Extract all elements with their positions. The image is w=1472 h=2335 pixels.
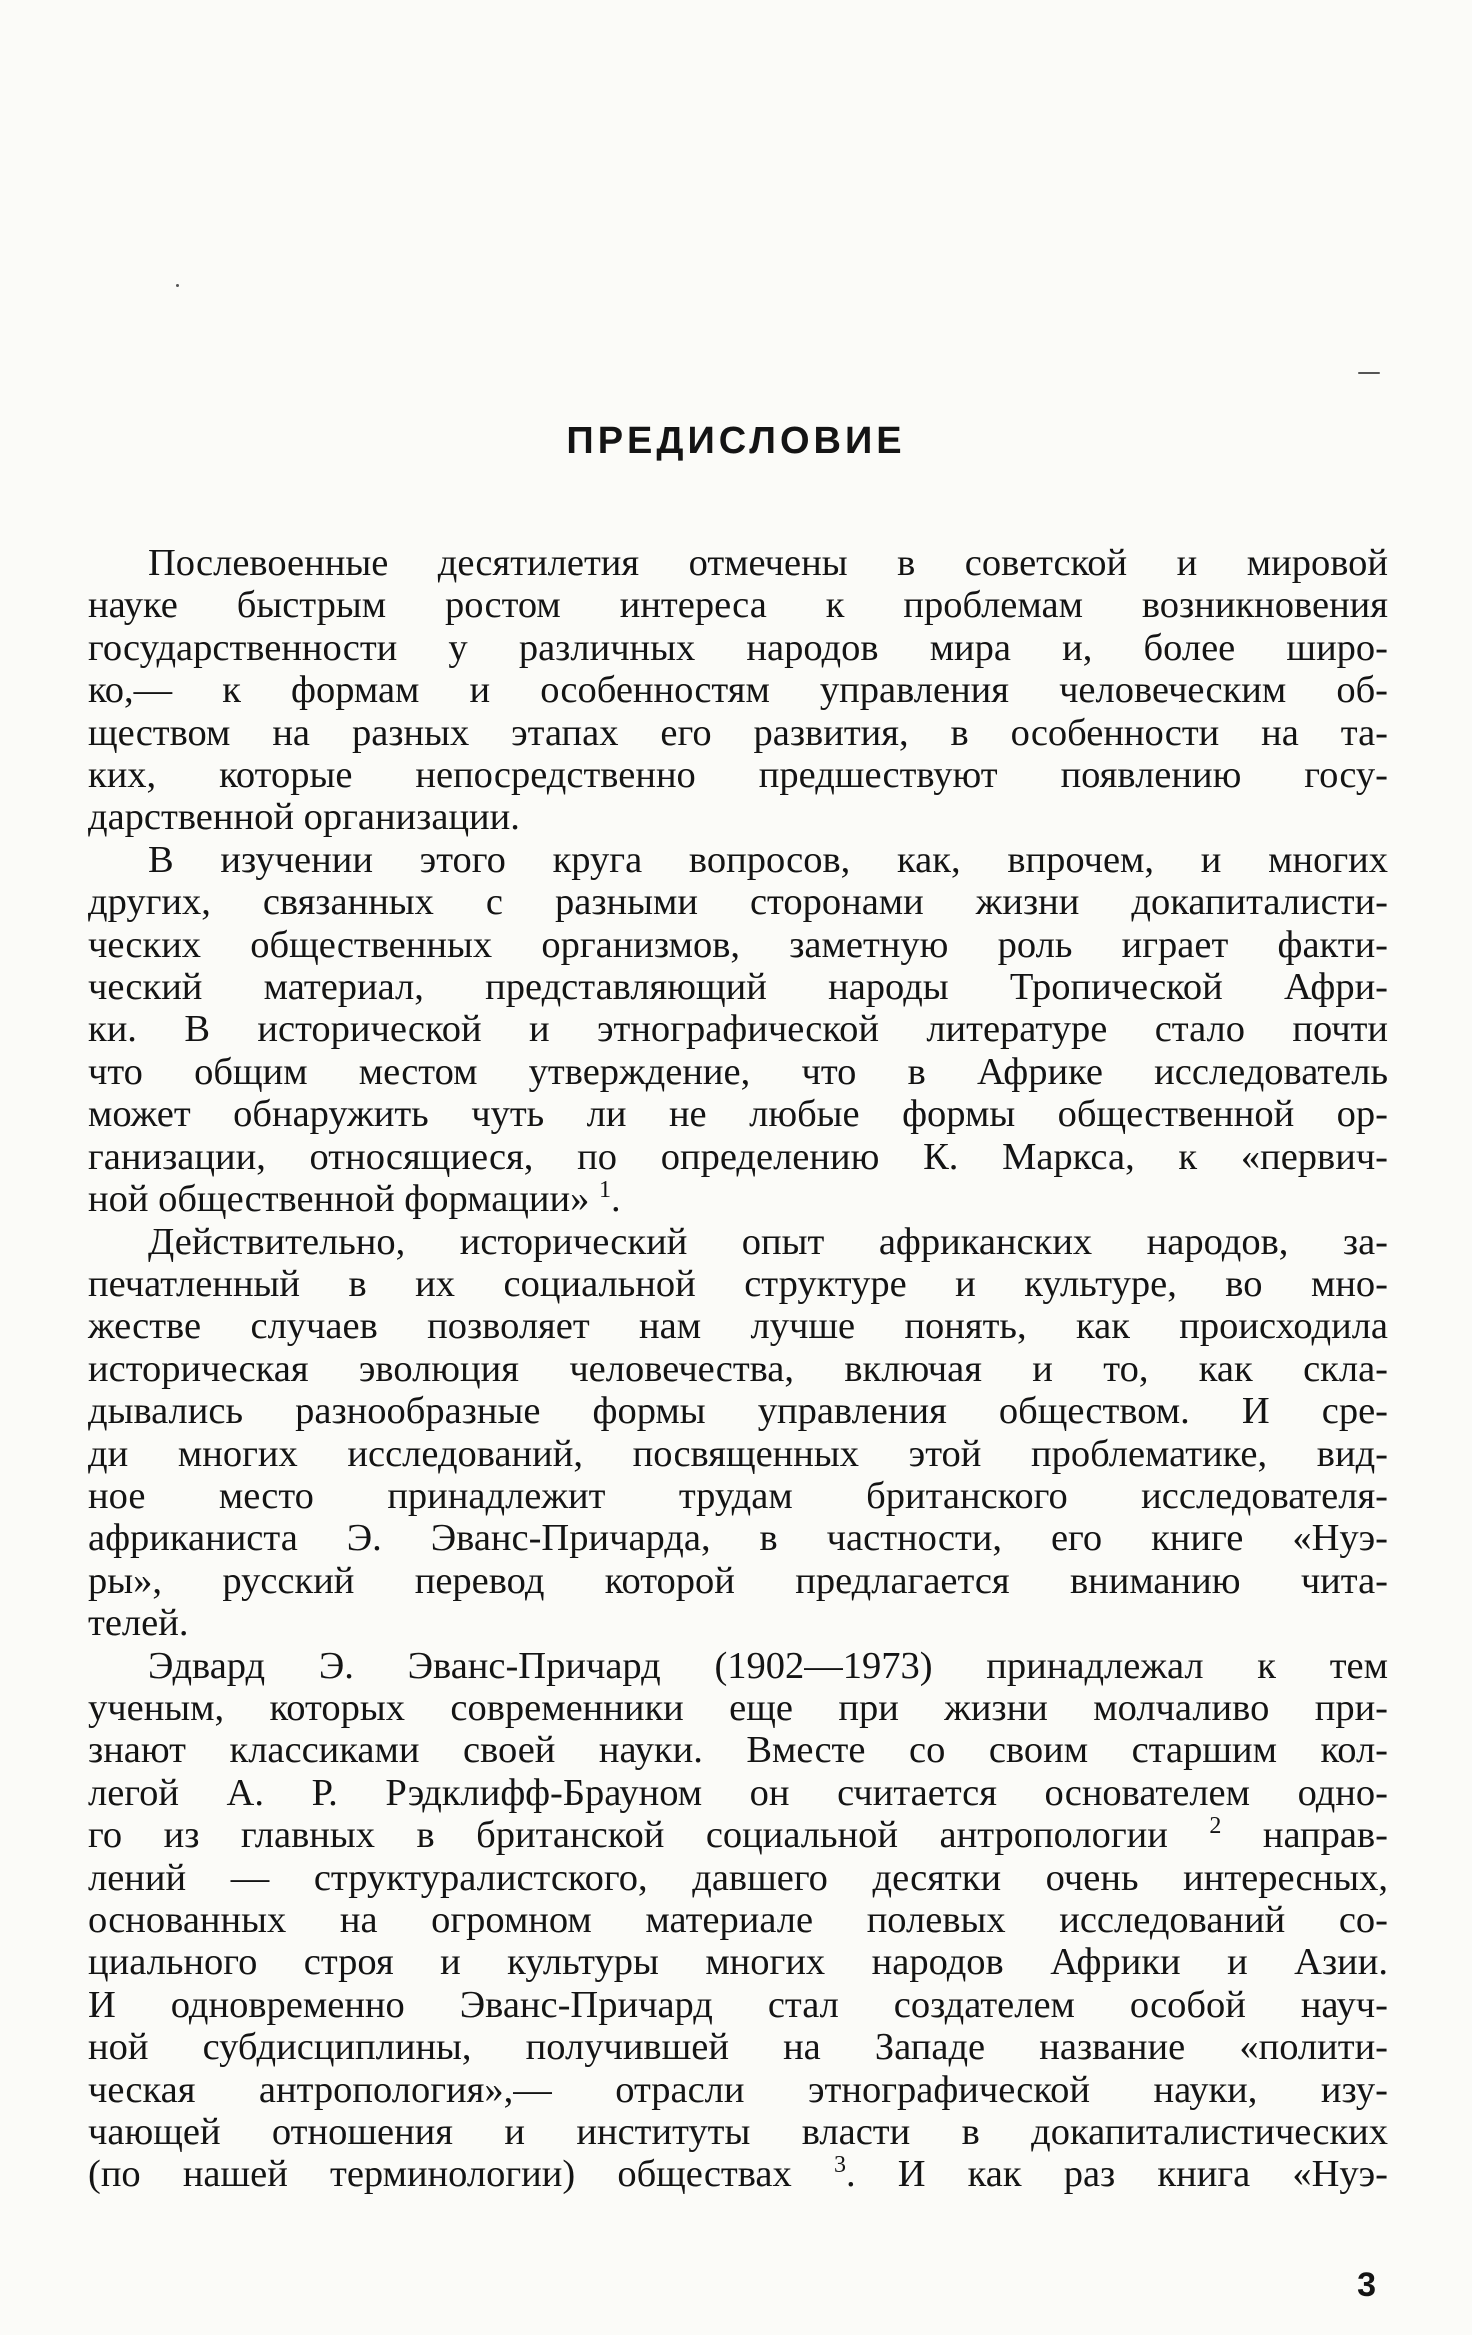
paragraph-1 [88, 542, 1388, 839]
text-line: В изучении этого круга вопросов, как, впрочем, и многих [148, 838, 1388, 881]
main-text [88, 542, 1388, 2196]
text-line: печатленный в их социальной структуре и культуре, во мно- [88, 1262, 1388, 1305]
text-line: ческих общественных организмов, заметную роль играет факти- [88, 923, 1388, 966]
footnote-marker: 3 [833, 2152, 846, 2179]
text-fragment: . И как раз книга «Нуэ- [845, 2153, 1388, 2196]
text-line: ко,— к формам и особенностям управления человеческим об- [88, 669, 1388, 712]
text-line: ществом на разных этапах его развития, в особенности на та- [88, 711, 1388, 754]
text-line: ких, которые непосредственно предшествуют появлению госу- [88, 754, 1388, 797]
text-line: науке быстрым ростом интереса к проблемам возникновения [88, 584, 1388, 627]
text-line [88, 1814, 1388, 1856]
text-fragment: (по нашей терминологии) обществах [88, 2153, 792, 2196]
text-line: жестве случаев позволяет нам лучше понять, как происходила [88, 1305, 1388, 1348]
text-line: телей. [88, 1602, 189, 1645]
text-line: других, связанных с разными сторонами жизни докапиталисти- [88, 881, 1388, 924]
text-line: циального строя и культуры многих народов Африки и Азии. [88, 1941, 1388, 1984]
text-line: дарственной организации. [88, 796, 520, 839]
text-fragment: . [611, 1178, 621, 1221]
print-speck [1358, 372, 1380, 374]
footnote-marker: 2 [1209, 1813, 1222, 1840]
text-line: легой А. Р. Рэдклифф-Брауном он считается основателем одно- [88, 1771, 1388, 1814]
footnote-marker: 1 [599, 1177, 611, 1204]
paragraph-3 [88, 1221, 1388, 1645]
text-line: ди многих исследований, посвященных этой проблематике, вид- [88, 1432, 1388, 1475]
text-fragment: го из главных в британской социальной антропологии [88, 1814, 1168, 1857]
text-line: ной субдисциплины, получившей на Западе название «полити- [88, 2026, 1388, 2069]
text-fragment: направ- [1221, 1814, 1389, 1857]
text-fragment: ной общественной формации» [88, 1178, 590, 1221]
text-line: основанных на огромном материале полевых исследований со- [88, 1899, 1388, 1941]
text-line: ры», русский перевод которой предлагается вниманию чита- [88, 1559, 1388, 1602]
text-line: Эдвард Э. Эванс-Причард (1902—1973) принадлежал к тем [148, 1644, 1388, 1687]
text-line: И одновременно Эванс-Причард стал создателем особой науч- [88, 1983, 1388, 2026]
text-line: лений — структуралистского, давшего десятки очень интересных, [88, 1856, 1388, 1899]
text-line: государственности у различных народов мира и, более широ- [88, 626, 1388, 669]
paragraph-2 [88, 839, 1388, 1221]
text-line: Послевоенные десятилетия отмечены в советской и мировой [148, 542, 1388, 584]
text-line: знают классиками своей науки. Вместе со своим старшим кол- [88, 1729, 1388, 1772]
text-line: историческая эволюция человечества, включая и то, как скла- [88, 1347, 1388, 1390]
text-line: что общим местом утверждение, что в Африке исследователь [88, 1050, 1388, 1093]
text-line: может обнаружить чуть ли не любые формы общественной ор- [88, 1093, 1388, 1136]
page-title: ПРЕДИСЛОВИЕ [566, 420, 906, 462]
text-line [88, 1178, 1388, 1220]
text-line: ческая антропология»,— отрасли этнографической науки, изу- [88, 2068, 1388, 2111]
page-number: 3 [1357, 2266, 1376, 2304]
text-line: ное место принадлежит трудам британского исследователя- [88, 1474, 1388, 1517]
paragraph-4 [88, 1645, 1388, 2196]
text-line: дывались разнообразные формы управления обществом. И сре- [88, 1390, 1388, 1433]
text-line: африканиста Э. Эванс-Причарда, в частности, его книге «Нуэ- [88, 1517, 1388, 1560]
text-line: ганизации, относящиеся, по определению К. Маркса, к «первич- [88, 1135, 1388, 1178]
print-speck [176, 284, 179, 287]
text-line [88, 2153, 1388, 2195]
text-line: ки. В исторической и этнографической литературе стало почти [88, 1008, 1388, 1051]
text-line: чающей отношения и институты власти в докапиталистических [88, 2111, 1388, 2154]
text-line: Действительно, исторический опыт африканских народов, за- [148, 1220, 1388, 1263]
text-line: ческий материал, представляющий народы Тропической Афри- [88, 966, 1388, 1009]
text-line: ученым, которых современники еще при жизни молчаливо при- [88, 1686, 1388, 1729]
